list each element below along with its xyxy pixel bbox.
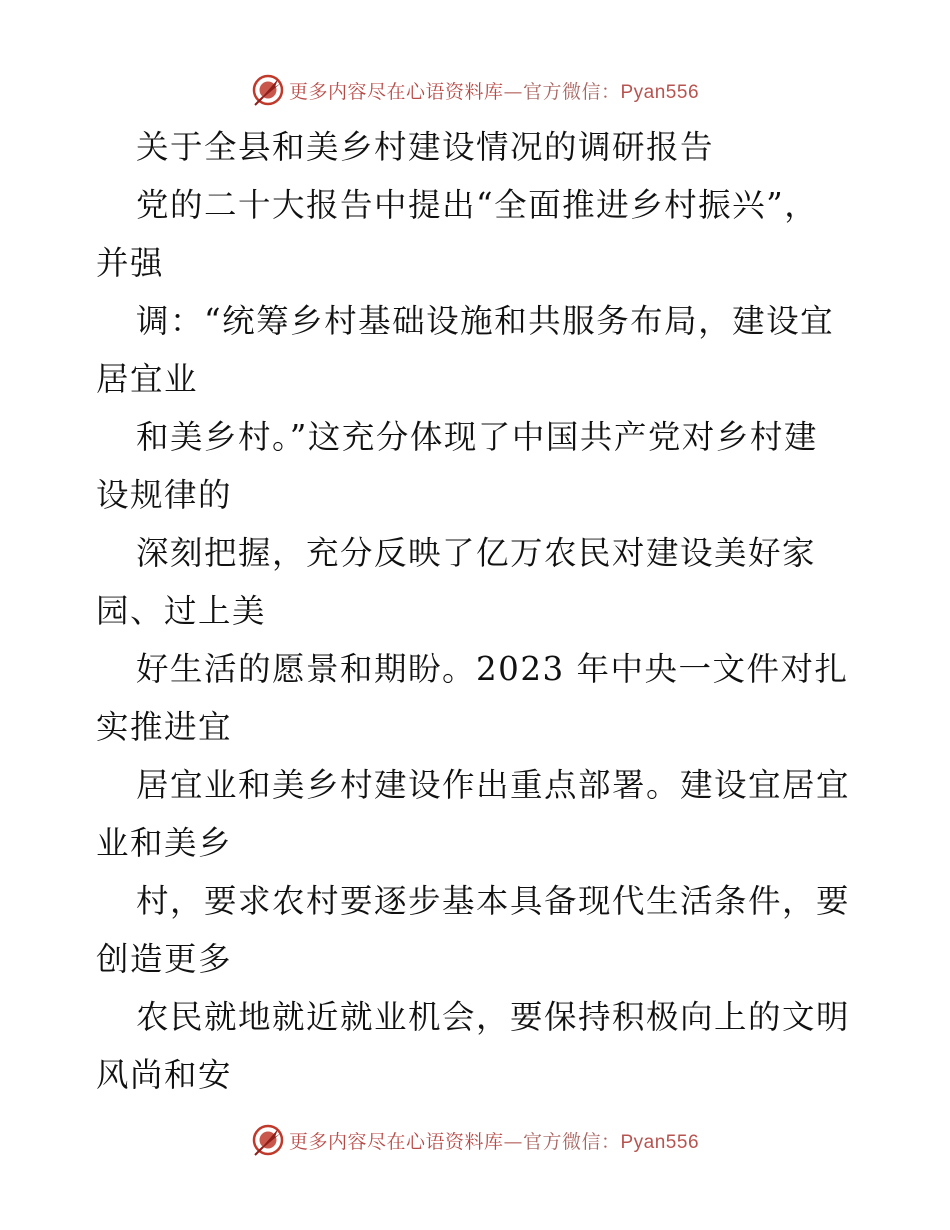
header-banner [0,70,950,110]
banner-wechat-label: 官方微信： [522,1130,621,1153]
banner-dash: — [503,80,523,103]
paragraph-line: 并强 [96,244,165,282]
paragraph-line: 调：“统筹乡村基础设施和共服务布局，建设宜 [136,302,835,340]
paragraph-line: 好生活的愿景和期盼。2023 年中央一文件对扎 [136,650,849,688]
paragraph-line: 园、过上美 [96,592,267,630]
paragraph-line: 设规律的 [96,476,233,514]
paragraph-line: 创造更多 [96,940,233,978]
quill-logo-icon [251,1123,285,1157]
banner-brand-text: 更多内容尽在心语资料库 [288,80,504,103]
paragraph-line: 居宜业和美乡村建设作出重点部署。建设宜居宜 [136,766,851,804]
paragraph-line: 深刻把握，充分反映了亿万农民对建设美好家 [136,534,817,572]
paragraph-line: 业和美乡 [96,824,233,862]
paragraph-line: 居宜业 [96,360,199,398]
paragraph-line: 农民就地就近就业机会，要保持积极向上的文明 [136,998,851,1036]
paragraph-line: 村，要求农村要逐步基本具备现代生活条件，要 [136,882,851,920]
paragraph-line: 和美乡村。”这充分体现了中国共产党对乡村建 [136,418,818,456]
banner-brand-text: 更多内容尽在心语资料库 [288,1130,504,1153]
footer-banner [0,1120,950,1160]
paragraph-line: 党的二十大报告中提出“全面推进乡村振兴”， [136,186,819,224]
paragraph-line: 风尚和安 [96,1056,233,1094]
banner-wechat-label: 官方微信： [522,80,621,103]
banner-wechat-id: Pyan556 [620,81,700,103]
document-body [96,118,866,1104]
document-title: 关于全县和美乡村建设情况的调研报告 [136,128,715,166]
paragraph-line: 实推进宜 [96,708,233,746]
banner-wechat-id: Pyan556 [620,1131,700,1153]
quill-logo-icon [251,73,285,107]
banner-dash: — [503,1130,523,1153]
